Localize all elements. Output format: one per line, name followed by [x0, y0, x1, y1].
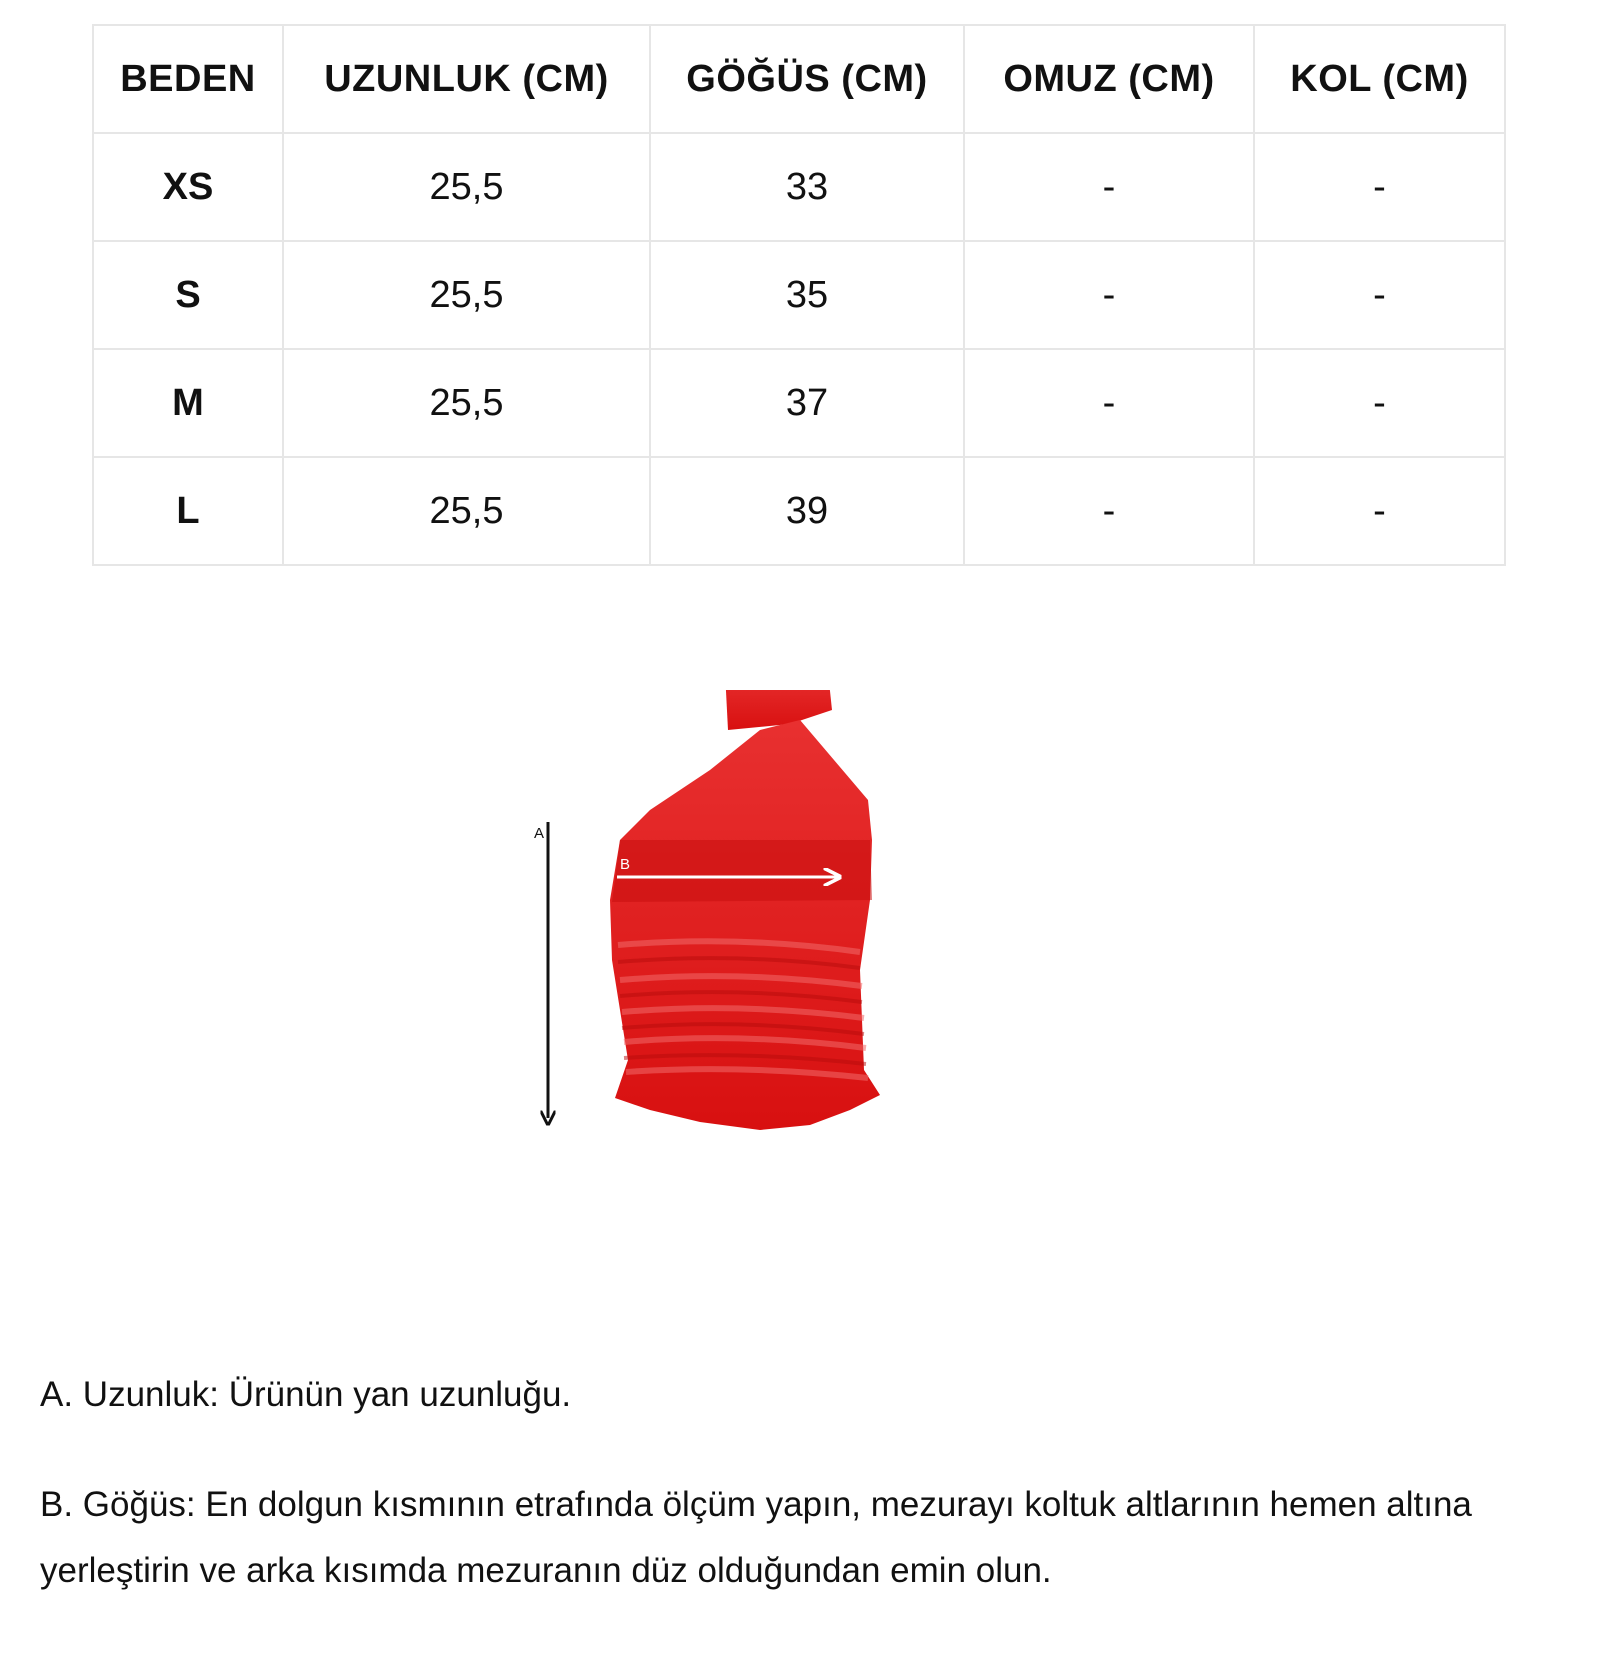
sleeve-cell: -: [1254, 133, 1505, 241]
header-beden: BEDEN: [93, 25, 283, 133]
table-row: [93, 457, 1505, 565]
length-cell: 25,5: [283, 241, 650, 349]
shoulder-cell: -: [964, 241, 1254, 349]
sleeve-cell: -: [1254, 457, 1505, 565]
size-cell: M: [93, 349, 283, 457]
table-header-row: [93, 25, 1505, 133]
note-length: A. Uzunluk: Ürünün yan uzunluğu.: [40, 1375, 572, 1414]
note-chest: B. Göğüs: En dolgun kısmının etrafında ölçüm yapın, mezurayı koltuk altlarının hemen altına yerleştirin ve arka kısımda mezuranın düz olduğundan emin olun.: [40, 1485, 1472, 1590]
sleeve-cell: -: [1254, 349, 1505, 457]
sleeve-cell: -: [1254, 241, 1505, 349]
table-row: [93, 133, 1505, 241]
length-cell: 25,5: [283, 133, 650, 241]
table-row: [93, 241, 1505, 349]
chest-cell: 33: [650, 133, 964, 241]
header-gogus: GÖĞÜS (CM): [650, 25, 964, 133]
chest-cell: 37: [650, 349, 964, 457]
measurement-notes: [40, 1362, 1570, 1604]
garment-illustration: [520, 690, 960, 1220]
length-cell: 25,5: [283, 349, 650, 457]
header-kol: KOL (CM): [1254, 25, 1505, 133]
size-cell: XS: [93, 133, 283, 241]
length-cell: 25,5: [283, 457, 650, 565]
chest-cell: 39: [650, 457, 964, 565]
table-row: [93, 349, 1505, 457]
label-a: A: [534, 825, 545, 842]
header-omuz: OMUZ (CM): [964, 25, 1254, 133]
size-cell: S: [93, 241, 283, 349]
chest-cell: 35: [650, 241, 964, 349]
garment-measurement-figure: [520, 690, 960, 1220]
size-chart-table: [92, 24, 1506, 566]
garment-collar: [725, 690, 832, 730]
header-uzunluk: UZUNLUK (CM): [283, 25, 650, 133]
shoulder-cell: -: [964, 349, 1254, 457]
shoulder-cell: -: [964, 457, 1254, 565]
label-b: B: [620, 856, 631, 873]
size-cell: L: [93, 457, 283, 565]
shoulder-cell: -: [964, 133, 1254, 241]
